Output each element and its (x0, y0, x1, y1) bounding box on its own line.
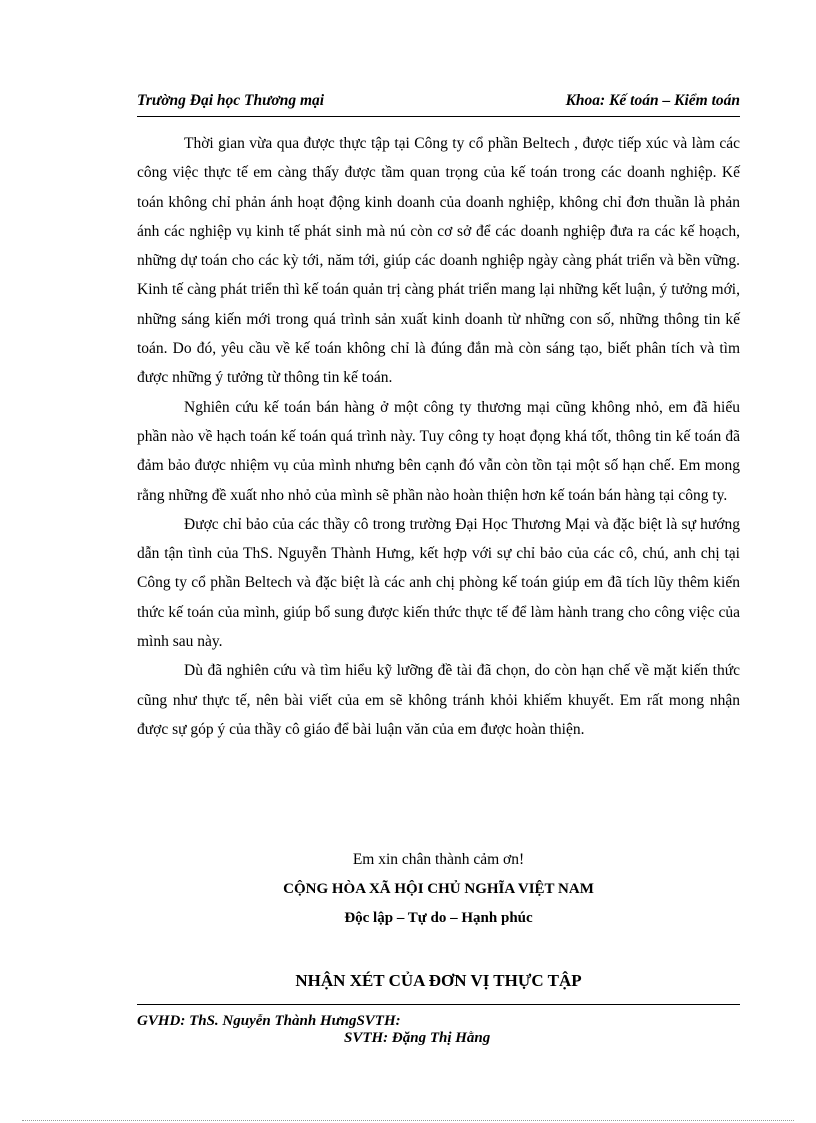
body-text (137, 129, 740, 744)
paragraph-1: Thời gian vừa qua được thực tập tại Công ty cổ phần Beltech , được tiếp xúc và làm các công việc thực tế em càng thấy được tầm quan trọng của kế toán trong các doanh nghiệp. Kế toán không chỉ phản ánh hoạt động kinh doanh của doanh nghiệp, không chỉ đơn thuần là phản ánh các nghiệp vụ kinh tế phát sinh mà nú còn cơ sở để các doanh nghiệp đưa ra các kế hoạch, những dự toán cho các kỳ tới, năm tới, giúp các doanh nghiệp ngày càng phát triển và bền vững. Kinh tế càng phát triển thì kế toán quản trị càng phát triển mang lại những kết luận, ý tưởng mới, những sáng kiến mới trong quá trình sản xuất kinh doanh từ những con số, những thông tin kế toán. Do đó, yêu cầu về kế toán không chỉ là đúng đắn mà còn sáng tạo, biết phân tích và tìm được những ý tưởng từ thông tin kế toán. (137, 135, 740, 387)
national-motto-line-2: Độc lập – Tự do – Hạnh phúc (344, 910, 533, 926)
header-faculty-name: Khoa: Kế toán – Kiểm toán (565, 92, 740, 109)
footer-supervisor-line: GVHD: ThS. Nguyễn Thành HưngSVTH: (137, 1013, 401, 1029)
paragraph-3: Được chỉ bảo của các thầy cô trong trường Đại Học Thương Mại và đặc biệt là sự hướng dẫn tận tình của ThS. Nguyễn Thành Hưng, kết hợp với sự chỉ bảo của các cô, chú, anh chị tại Công ty cổ phần Beltech và đặc biệt là các anh chị phòng kế toán giúp em đã tích lũy thêm kiến thức kế toán của mình, giúp bổ sung được kiến thức thực tế để làm hành trang cho công việc của mình sau này. (137, 515, 740, 651)
national-motto-line-1: CỘNG HÒA XÃ HỘI CHỦ NGHĨA VIỆT NAM (283, 881, 594, 897)
header-school-name: Trường Đại học Thương mại (137, 92, 325, 109)
paragraph-4: Dù đã nghiên cứu và tìm hiểu kỹ lưỡng đề tài đã chọn, do còn hạn chế về mặt kiến thức cũng như thực tế, nên bài viết của em sẽ không tránh khỏi khiếm khuyết. Em rất mong nhận được sự góp ý của thầy cô giáo để bài luận văn của em được hoàn thiện. (137, 662, 740, 738)
thanks-line: Em xin chân thành cảm ơn! (352, 851, 525, 868)
paragraph-2: Nghiên cứu kế toán bán hàng ở một công ty thương mại cũng không nhỏ, em đã hiểu phần nào về hạch toán kế toán quá trình này. Tuy công ty hoạt đọng khá tốt, thông tin kế toán đã đảm bảo được nhiệm vụ của mình nhưng bên cạnh đó vẫn còn tồn tại một số hạn chế. Em mong rằng những đề xuất nho nhỏ của mình sẽ phần nào hoàn thiện hơn kế toán bán hàng tại công ty. (137, 398, 740, 504)
page-header (137, 92, 740, 117)
footer-student-line: SVTH: Đặng Thị Hằng (344, 1030, 491, 1046)
footer-divider (137, 1004, 740, 1005)
section-title: NHẬN XÉT CỦA ĐƠN VỊ THỰC TẬP (295, 971, 582, 990)
page-bottom-border (22, 1120, 794, 1121)
